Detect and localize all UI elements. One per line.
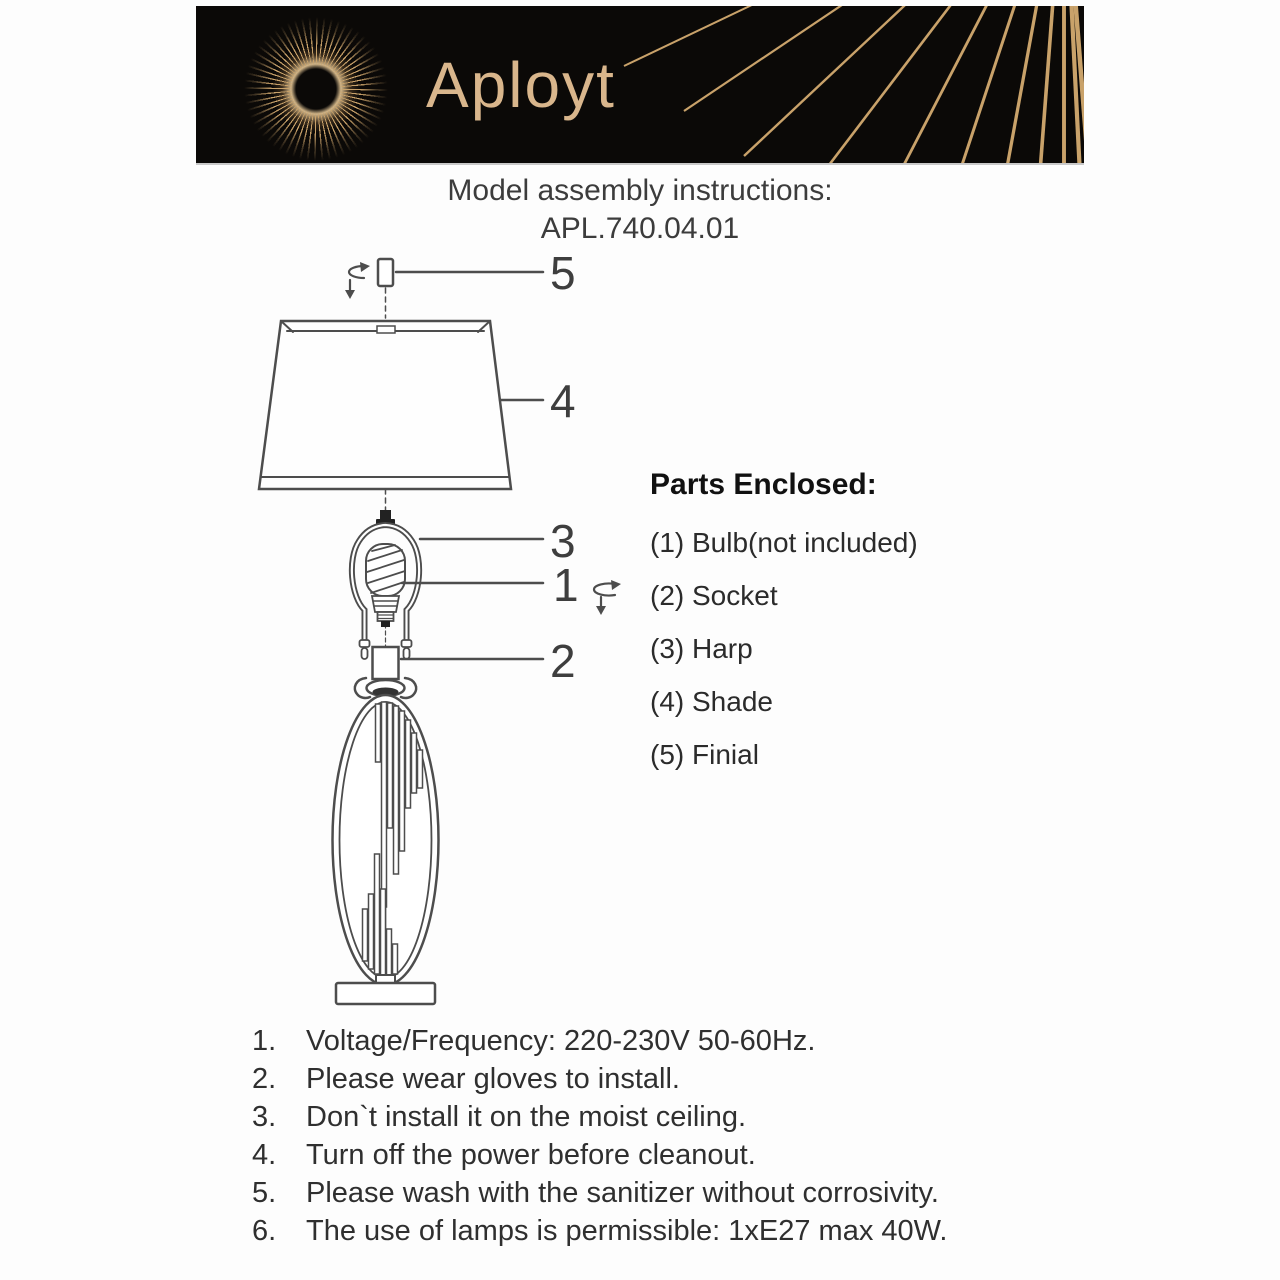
brand-banner [196, 6, 1084, 165]
model-number: APL.740.04.01 [540, 212, 740, 245]
instruction-row [252, 1060, 1062, 1098]
instruction-number: 6. [252, 1215, 277, 1247]
callout-number-1: 1 [553, 559, 579, 611]
finial-rotation-icon [345, 262, 370, 299]
title-block [0, 172, 1280, 248]
part-item-socket: (2) Socket [650, 580, 778, 611]
instruction-row [252, 1212, 1062, 1250]
part-item-harp: (3) Harp [650, 633, 753, 664]
parts-enclosed-panel [650, 468, 1070, 793]
callout-number-5: 5 [550, 248, 576, 299]
instruction-text: Turn off the power before cleanout. [306, 1139, 756, 1171]
lamp-base [336, 975, 435, 1004]
instruction-row [252, 1136, 1062, 1174]
brand-name: Aployt [426, 49, 616, 121]
sunburst-icon [242, 15, 390, 163]
callout-number-4: 4 [550, 375, 576, 427]
callout-number-3: 3 [550, 515, 576, 567]
parts-enclosed-heading: Parts Enclosed: [650, 468, 877, 501]
callout-number-2: 2 [550, 635, 576, 687]
instruction-text: Don`t install it on the moist ceiling. [306, 1101, 747, 1133]
lamp-shade [259, 321, 511, 489]
lamp-diagram [240, 248, 670, 1028]
instruction-number: 3. [252, 1101, 277, 1133]
instruction-number: 2. [252, 1063, 277, 1095]
bulb [366, 544, 405, 648]
instruction-row [252, 1022, 1062, 1060]
instruction-number: 1. [252, 1025, 277, 1057]
assembly-title: Model assembly instructions: [447, 174, 833, 207]
finial [378, 259, 393, 286]
part-item-finial: (5) Finial [650, 739, 759, 770]
instructions-list [252, 1022, 1062, 1250]
instruction-number: 5. [252, 1177, 277, 1209]
instruction-text: Voltage/Frequency: 220-230V 50-60Hz. [306, 1025, 816, 1057]
part-item-bulb: (1) Bulb(not included) [650, 527, 918, 558]
instruction-text: The use of lamps is permissible: 1xE27 max 40W. [306, 1215, 948, 1247]
instruction-number: 4. [252, 1139, 277, 1171]
instruction-text: Please wear gloves to install. [306, 1063, 680, 1095]
bulb-rotation-icon [594, 580, 621, 615]
rays-decoration-icon [584, 6, 1084, 163]
instruction-text: Please wash with the sanitizer without corrosivity. [306, 1177, 939, 1209]
part-item-shade: (4) Shade [650, 686, 773, 717]
instruction-row [252, 1098, 1062, 1136]
instruction-row [252, 1174, 1062, 1212]
